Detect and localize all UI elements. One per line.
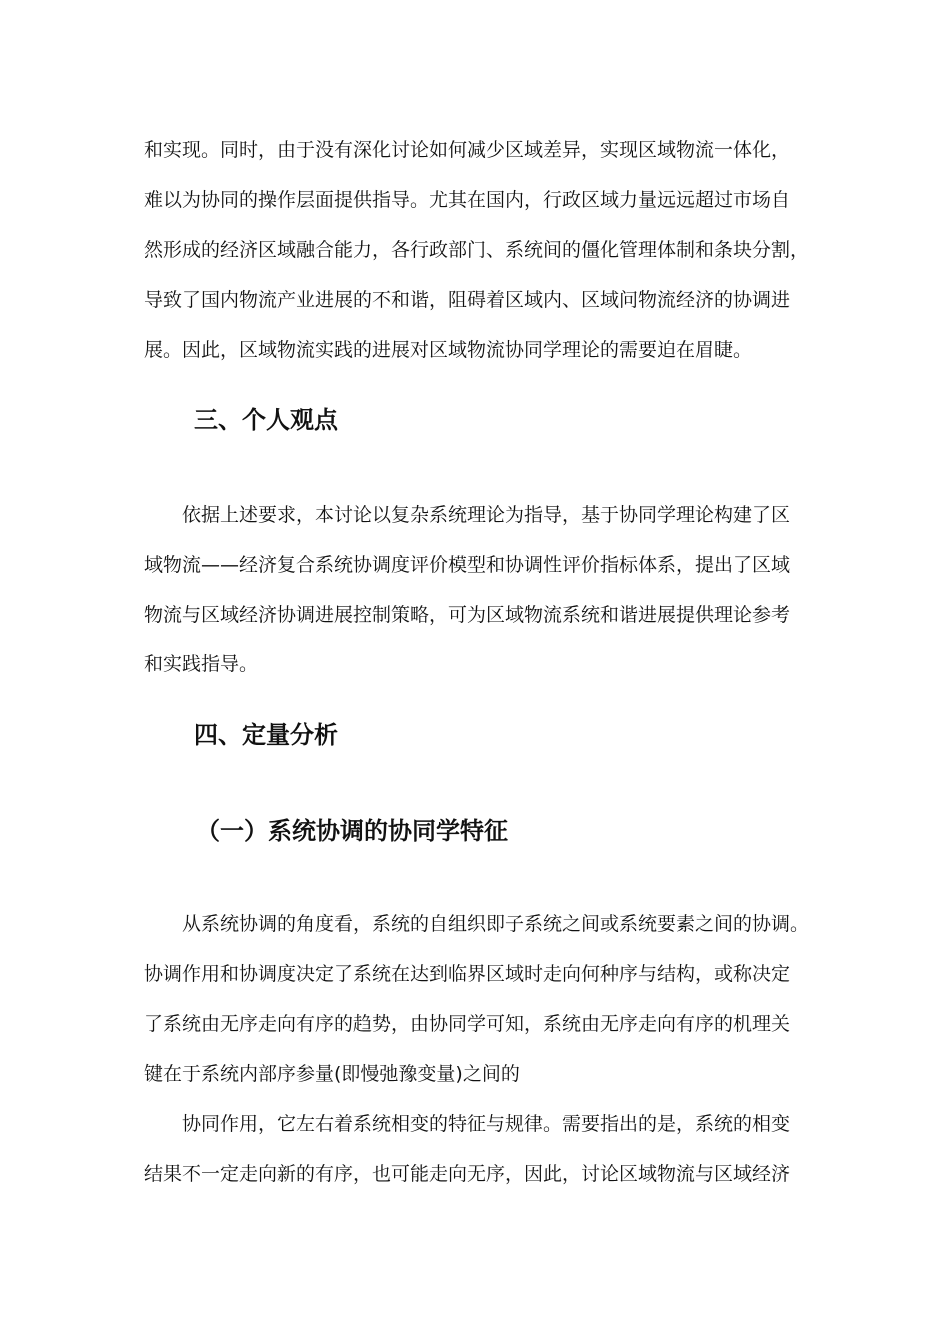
- paragraph3-line-2: 协调作用和协调度决定了系统在达到临界区域时走向何种序与结构，或称决定: [144, 963, 791, 985]
- paragraph1-line-3: 然形成的经济区域融合能力，各行政部门、系统间的僵化管理体制和条块分割，: [144, 239, 810, 261]
- paragraph2-line-1: 依据上述要求，本讨论以复杂系统理论为指导，基于协同学理论构建了区: [182, 504, 791, 526]
- paragraph3-line-1: 从系统协调的角度看，系统的自组织即子系统之间或系统要素之间的协调。: [182, 913, 810, 935]
- paragraph1-line-5: 展。因此，区域物流实践的进展对区域物流协同学理论的需要迫在眉睫。: [144, 339, 753, 361]
- paragraph1-line-2: 难以为协同的操作层面提供指导。尤其在国内，行政区域力量远远超过市场自: [144, 189, 791, 211]
- section-heading-3: 三、个人观点: [194, 406, 338, 434]
- paragraph1-line-1: 和实现。同时，由于没有深化讨论如何减少区域差异，实现区域物流一体化，: [144, 139, 791, 161]
- section-heading-4: 四、定量分析: [194, 721, 338, 749]
- paragraph3-line-4: 键在于系统内部序参量(即慢弛豫变量)之间的: [144, 1063, 520, 1085]
- paragraph4-line-1: 协同作用，它左右着系统相变的特征与规律。需要指出的是，系统的相变: [182, 1113, 791, 1135]
- paragraph2-line-3: 物流与区域经济协调进展控制策略，可为区域物流系统和谐进展提供理论参考: [144, 604, 791, 626]
- paragraph3-line-3: 了系统由无序走向有序的趋势，由协同学可知，系统由无序走向有序的机理关: [144, 1013, 791, 1035]
- paragraph2-line-4: 和实践指导。: [144, 653, 259, 675]
- paragraph2-line-2: 域物流——经济复合系统协调度评价模型和协调性评价指标体系，提出了区域: [144, 554, 791, 576]
- paragraph4-line-2: 结果不一定走向新的有序，也可能走向无序，因此，讨论区域物流与区域经济: [144, 1163, 791, 1185]
- paragraph1-line-4: 导致了国内物流产业进展的不和谐，阻碍着区域内、区域问物流经济的协调进: [144, 289, 791, 311]
- subsection-heading-1: （一）系统协调的协同学特征: [196, 817, 508, 845]
